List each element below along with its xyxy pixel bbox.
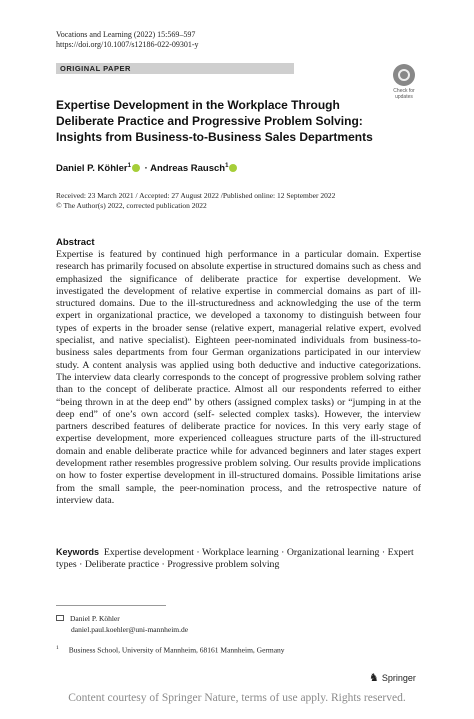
affiliation-text: Business School, University of Mannheim, 68161 Mannheim, Germany xyxy=(68,645,285,655)
publisher-name: Springer xyxy=(381,673,416,683)
author-list xyxy=(56,160,239,175)
author-separator: · xyxy=(144,163,148,175)
check-for-updates-badge[interactable] xyxy=(390,64,418,102)
affiliation-number: 1 xyxy=(56,645,59,651)
correspondence-block xyxy=(56,613,188,635)
keywords-label: Keywords xyxy=(56,547,100,557)
badge-line2: updates xyxy=(395,94,413,100)
author-affiliation-marker: 1 xyxy=(225,163,229,169)
copyright-line: © The Author(s) 2022, corrected publication 2022 xyxy=(56,201,207,210)
affiliation-footnote xyxy=(56,643,285,656)
badge-line1: Check for xyxy=(393,88,415,94)
history-dates: Received: 23 March 2021 / Accepted: 27 August 2022 /Published online: 12 September 2022 xyxy=(56,191,336,200)
article-type-banner xyxy=(56,63,294,74)
orcid-icon[interactable] xyxy=(132,164,140,172)
courtesy-notice: Content courtesy of Springer Nature, terms of use apply. Rights reserved. xyxy=(68,692,406,704)
journal-citation xyxy=(56,30,199,50)
envelope-icon xyxy=(56,615,64,621)
author-name[interactable]: Andreas Rausch xyxy=(150,163,226,175)
keywords-block xyxy=(56,546,421,572)
update-check-icon xyxy=(393,64,415,86)
author-affiliation-marker: 1 xyxy=(127,163,131,169)
abstract-text: Expertise is featured by continued high performance in a particular domain. Expertise research has primarily focused on absolute expertise in structured domains such as chess and emphasized the significance of deliberate practice for expertise development. We investigated the development of relative expertise in commercial domains as part of ill-structured domains. Due to the ill-structuredness and acknowledging the use of the term expert in organizational practice, we developed a taxonomy to distinguish between four types of experts in the broader sense (relative expert, managerial relative expert, evolved specialist, and native specialist). Eighteen peer-nominated individuals from business-to-business sales departments from four German organizations participated in our interview study. A content analysis was applied using both deductive and inductive categorizations. The interview data clearly corresponds to the concept of progressive problem solving rather than to the concept of deliberate practice. Almost all our respondents referred to either “being thrown in at the deep end” by others (assigned complex tasks) or “jumping in at the deep end” of one’s own accord (self- selected complex tasks). However, the interview partners described features of deliberate practice for novices. In this very early stage of expertise development, more experienced colleagues structure parts of the ill-structured domain and enable deliberate practice while for advanced beginners and later stages expert development rather resembles progressive problem solving. Our results provide implications on how to foster expertise development in ill-structured domains. Possible limitations arise from the small sample, the peer-nomination process, and the retrospective nature of interview data. xyxy=(56,249,421,506)
footnote-divider xyxy=(56,605,166,606)
journal-issue: Vocations and Learning (2022) 15:569–597 xyxy=(56,30,196,39)
publication-dates xyxy=(56,191,335,211)
corresponding-author-email[interactable]: daniel.paul.koehler@uni-mannheim.de xyxy=(71,625,189,634)
publisher-logo xyxy=(369,671,416,684)
article-title: Expertise Development in the Workplace Through Deliberate Practice and Progressive Problem Solving: Insights from Business-to-Business Sales Departments xyxy=(56,98,373,144)
article-type-label: ORIGINAL PAPER xyxy=(60,64,131,73)
doi-link[interactable]: https://doi.org/10.1007/s12186-022-09301-y xyxy=(56,40,199,49)
springer-horse-icon: ♞ xyxy=(369,672,379,684)
keywords-list: Expertise development · Workplace learning · Organizational learning · Expert types · Deliberate practice · Progressive problem solving xyxy=(56,547,414,571)
corresponding-author-name: Daniel P. Köhler xyxy=(70,614,120,623)
abstract-heading: Abstract xyxy=(56,237,95,248)
orcid-icon[interactable] xyxy=(229,164,237,172)
author-name[interactable]: Daniel P. Köhler xyxy=(56,163,128,175)
